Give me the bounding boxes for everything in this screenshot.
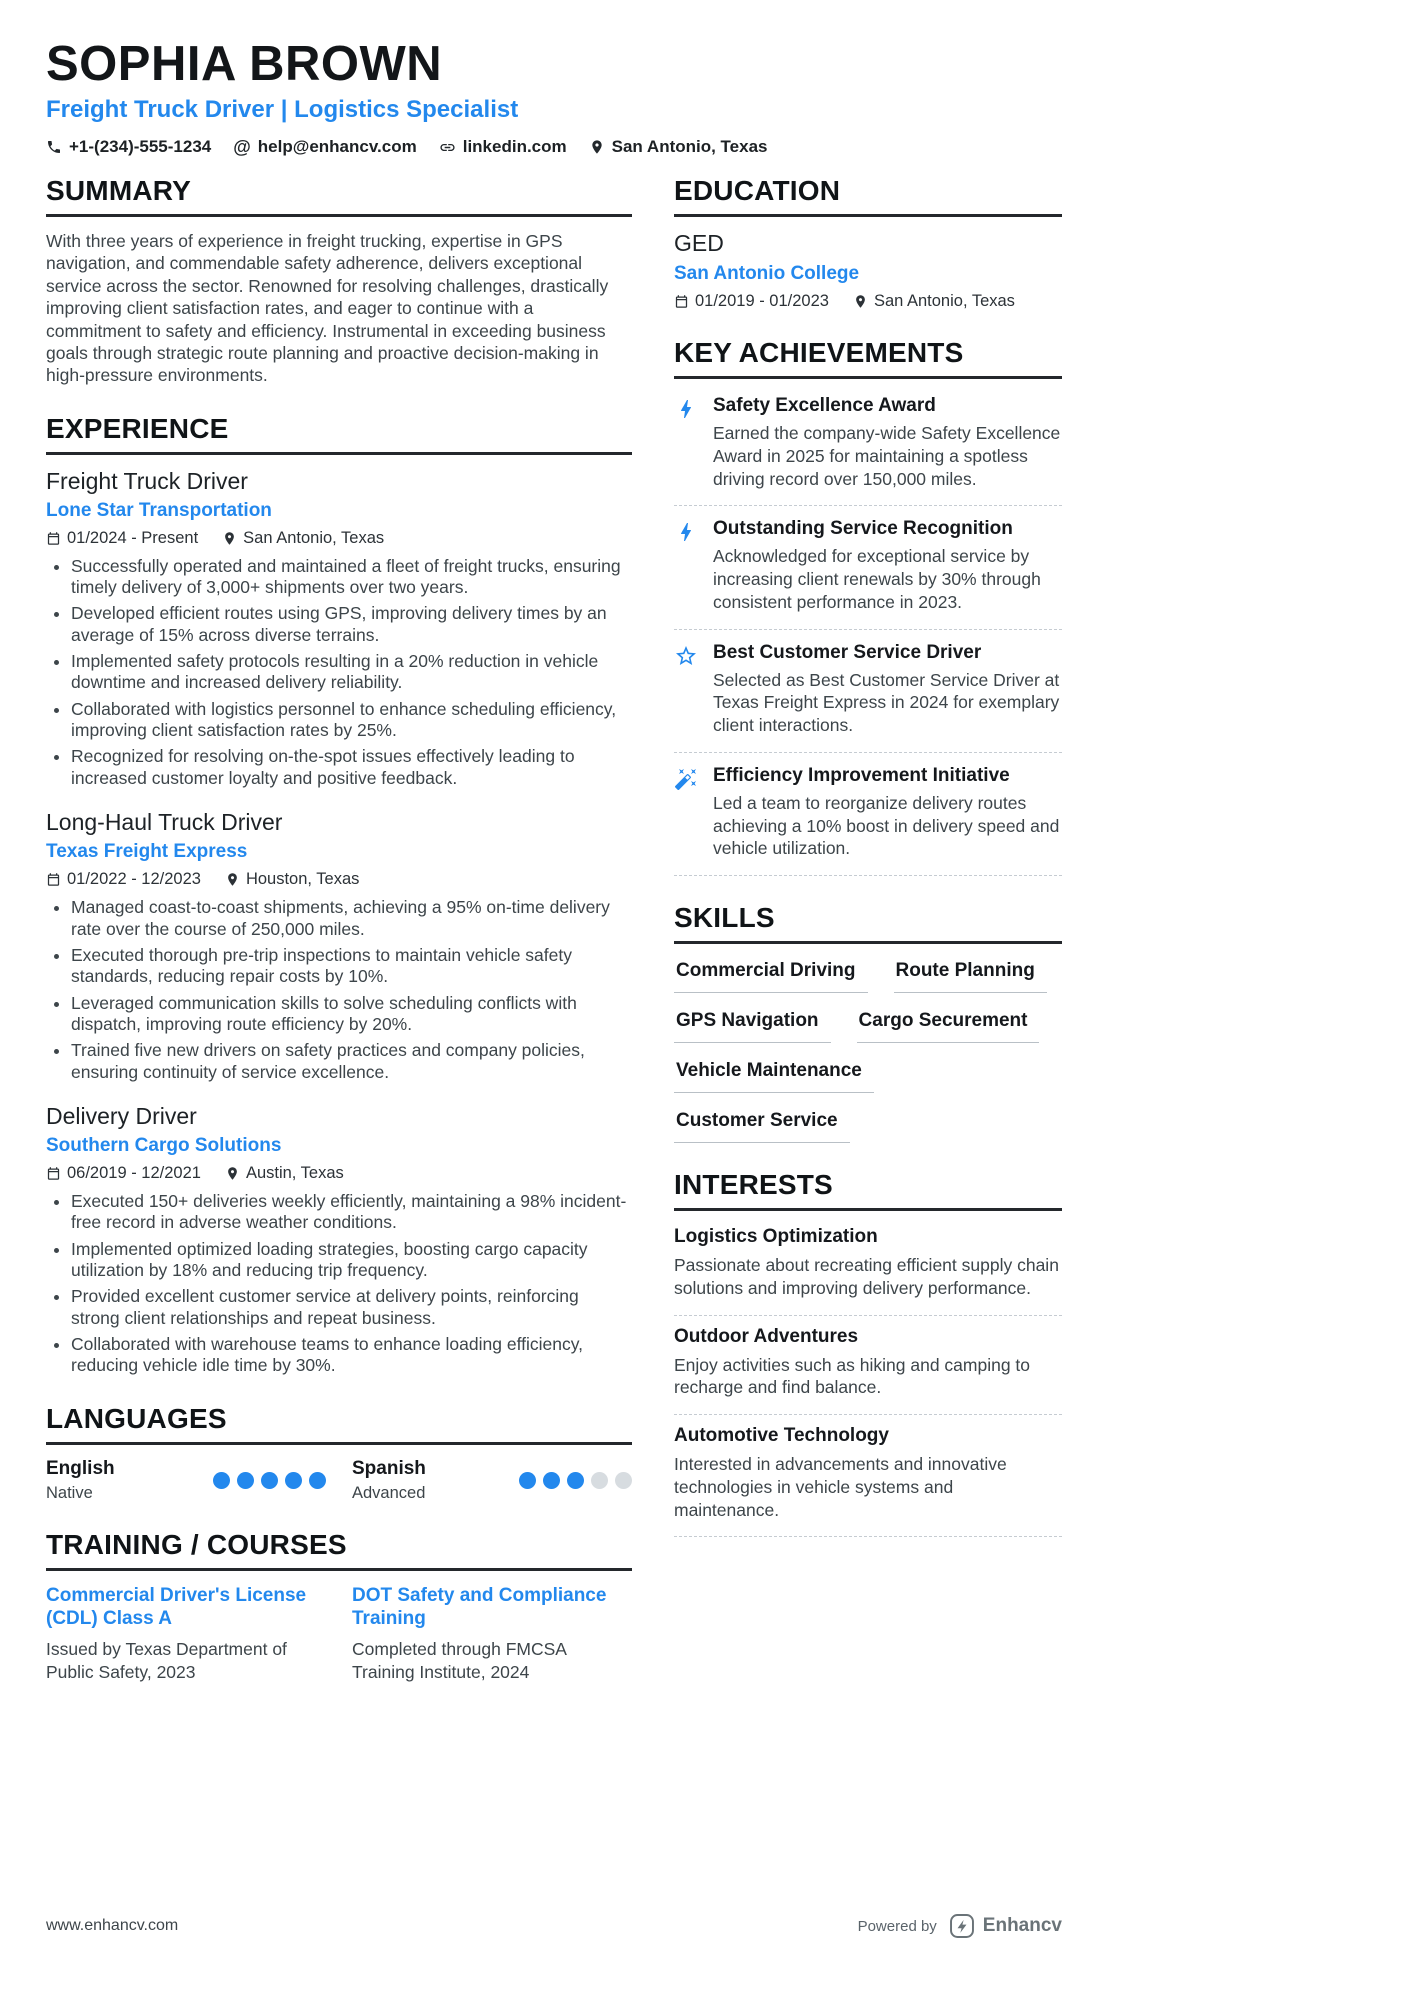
location-icon <box>225 872 240 887</box>
experience-entry <box>46 809 632 1083</box>
experience-section <box>46 413 632 1377</box>
location-icon <box>222 531 237 546</box>
achievement-description: Acknowledged for exceptional service by increasing client renewals by 30% through consistent performance in 2023. <box>713 546 1041 612</box>
calendar-icon <box>46 1166 61 1181</box>
skills-section <box>674 902 1062 1143</box>
resume-columns <box>46 175 1062 1709</box>
achievement-body <box>713 518 1062 613</box>
powered-by-label: Powered by <box>857 1917 937 1935</box>
achievement-title: Safety Excellence Award <box>713 395 936 416</box>
job-dates <box>46 529 198 548</box>
skill-tag: Route Planning <box>894 960 1047 993</box>
education-degree: GED <box>674 230 724 256</box>
job-meta-row <box>46 870 632 889</box>
job-bullet: • Implemented safety protocols resulting in a 20% reduction in vehicle downtime and increased delivery reliability. <box>71 651 632 694</box>
language-level-dot <box>591 1472 608 1489</box>
language-level-dot <box>237 1472 254 1489</box>
languages-grid <box>46 1458 632 1503</box>
language-item-spanish <box>352 1458 632 1503</box>
education-heading: EDUCATION <box>674 175 1062 217</box>
achievement-body <box>713 642 1062 737</box>
education-school: San Antonio College <box>674 263 860 284</box>
language-level-dot <box>261 1472 278 1489</box>
job-location-text: Houston, Texas <box>245 870 360 889</box>
person-headline: Freight Truck Driver | Logistics Specialist <box>46 96 519 123</box>
job-location-text: Austin, Texas <box>245 1163 344 1182</box>
job-bullet: • Collaborated with warehouse teams to enhance loading efficiency, reducing vehicle idle time by 30%. <box>71 1334 632 1377</box>
star-icon <box>674 644 698 668</box>
job-bullet: • Developed efficient routes using GPS, improving delivery times by an average of 15% across diverse terrains. <box>71 603 632 646</box>
enhancv-website-link[interactable]: www.enhancv.com <box>46 1917 179 1934</box>
key-achievements-heading: KEY ACHIEVEMENTS <box>674 337 1062 379</box>
person-name: SOPHIA BROWN <box>46 37 443 91</box>
achievement-description: Earned the company-wide Safety Excellence Award in 2025 for maintaining a spotless driving record over 150,000 miles. <box>713 423 1061 489</box>
language-level-dot <box>567 1472 584 1489</box>
job-bullet: • Collaborated with logistics personnel to enhance scheduling efficiency, improving client satisfaction rates by 25%. <box>71 699 632 742</box>
job-bullet: • Executed thorough pre-trip inspections to maintain vehicle safety standards, reducing repair costs by 10%. <box>71 945 632 988</box>
job-company: Lone Star Transportation <box>46 499 272 521</box>
interest-title: Logistics Optimization <box>674 1226 878 1247</box>
interest-entry <box>674 1316 1062 1416</box>
course-title: Commercial Driver's License (CDL) Class A <box>46 1584 307 1630</box>
interests-heading: INTERESTS <box>674 1169 1062 1211</box>
skill-tag: Customer Service <box>674 1110 850 1143</box>
language-level-dot <box>615 1472 632 1489</box>
achievement-body <box>713 765 1062 860</box>
page-footer <box>46 1913 1062 1939</box>
job-bullet: • Recognized for resolving on-the-spot issues effectively leading to increased customer loyalty and positive feedback. <box>71 746 632 789</box>
language-level-dot <box>309 1472 326 1489</box>
course-description: Completed through FMCSA Training Institute, 2024 <box>352 1639 566 1682</box>
contact-row <box>46 137 1062 157</box>
job-location-text: San Antonio, Texas <box>243 528 385 547</box>
job-title: Freight Truck Driver <box>46 467 248 494</box>
skill-tag: Commercial Driving <box>674 960 868 993</box>
course-description: Issued by Texas Department of Public Safety, 2023 <box>46 1639 287 1682</box>
course-entry <box>46 1584 326 1683</box>
enhancv-logo[interactable] <box>949 1913 1062 1939</box>
achievement-entry <box>674 506 1062 629</box>
job-location <box>225 1164 344 1183</box>
job-bullet: • Successfully operated and maintained a fleet of freight trucks, ensuring timely delivery of 3,000+ shipments over two years. <box>71 556 632 599</box>
language-level-dot <box>213 1472 230 1489</box>
language-level-dot <box>543 1472 560 1489</box>
summary-text: With three years of experience in freight trucking, expertise in GPS navigation, and commendable safety adherence, delivers exceptional service across the sector. Renowned for resolving challenges, drastically improving client satisfaction rates, and eager to continue with a commitment to safety and efficiency. Instrumental in exceeding business goals through strategic route planning and proactive decision-making in high-pressure environments. <box>46 231 609 386</box>
achievement-description: Led a team to reorganize delivery routes achieving a 10% boost in delivery speed and vehicle utilization. <box>713 792 1060 859</box>
calendar-icon <box>46 531 61 546</box>
contact-email-text: help@enhancv.com <box>257 137 417 156</box>
location-icon <box>589 139 605 155</box>
calendar-icon <box>674 294 689 309</box>
achievement-body <box>713 395 1062 490</box>
job-location <box>222 529 384 548</box>
interest-description: Enjoy activities such as hiking and camping to recharge and find balance. <box>674 1354 1031 1398</box>
language-level: Advanced <box>352 1483 426 1502</box>
skills-heading: SKILLS <box>674 902 1062 944</box>
language-text <box>352 1458 426 1503</box>
language-name: Spanish <box>352 1457 426 1479</box>
achievement-entry <box>674 753 1062 876</box>
job-bullet-list <box>46 1191 632 1377</box>
education-section <box>674 175 1062 311</box>
job-dates-text: 01/2022 - 12/2023 <box>67 870 201 889</box>
contact-location-text: San Antonio, Texas <box>611 137 768 156</box>
job-dates-text: 06/2019 - 12/2021 <box>67 1163 201 1182</box>
key-achievements-section <box>674 337 1062 876</box>
language-text <box>46 1458 115 1503</box>
training-heading: TRAINING / COURSES <box>46 1529 632 1571</box>
skill-tag: Vehicle Maintenance <box>674 1060 874 1093</box>
achievement-description: Selected as Best Customer Service Driver at Texas Freight Express in 2024 for exemplary client interactions. <box>713 669 1060 735</box>
achievement-entry <box>674 392 1062 506</box>
location-icon <box>225 1166 240 1181</box>
language-level: Native <box>46 1483 93 1502</box>
link-icon <box>439 139 456 156</box>
training-section <box>46 1529 632 1683</box>
language-dots <box>519 1472 632 1489</box>
job-bullet: • Leveraged communication skills to solve scheduling conflicts with dispatch, improving route efficiency by 20%. <box>71 993 632 1036</box>
summary-section <box>46 175 632 387</box>
magic-wand-icon <box>674 767 698 791</box>
education-location <box>853 292 1015 311</box>
courses-grid <box>46 1584 632 1683</box>
job-bullet-list <box>46 556 632 789</box>
job-dates <box>46 1164 201 1183</box>
email-icon: @ <box>233 137 251 157</box>
achievement-title: Outstanding Service Recognition <box>713 518 1013 540</box>
contact-email[interactable] <box>233 137 416 157</box>
lightning-icon <box>674 397 698 421</box>
interests-section <box>674 1169 1062 1537</box>
job-title: Delivery Driver <box>46 1102 197 1129</box>
location-icon <box>853 294 868 309</box>
skills-list <box>674 957 1062 1143</box>
languages-heading: LANGUAGES <box>46 1403 632 1445</box>
skill-tag: Cargo Securement <box>857 1010 1040 1043</box>
contact-location <box>589 137 768 157</box>
achievement-title: Best Customer Service Driver <box>713 641 982 663</box>
interest-entry <box>674 1415 1062 1537</box>
education-meta-row <box>674 292 1062 311</box>
achievement-title: Efficiency Improvement Initiative <box>713 764 1010 786</box>
enhancv-brand-name: Enhancv <box>982 1915 1062 1936</box>
interest-title: Automotive Technology <box>674 1425 889 1446</box>
job-bullet: • Implemented optimized loading strategies, boosting cargo capacity utilization by 18% and reducing trip frequency. <box>71 1239 632 1282</box>
contact-phone[interactable] <box>46 137 211 157</box>
language-dots <box>213 1472 326 1489</box>
job-bullet: • Trained five new drivers on safety practices and company policies, ensuring continuity of service excellence. <box>71 1040 632 1083</box>
education-dates <box>674 292 829 311</box>
job-location <box>225 870 359 889</box>
job-bullet: • Executed 150+ deliveries weekly efficiently, maintaining a 98% incident-free record in adverse weather conditions. <box>71 1191 632 1234</box>
phone-icon <box>46 139 62 155</box>
job-title: Long-Haul Truck Driver <box>46 809 283 836</box>
job-bullet: • Provided excellent customer service at delivery points, reinforcing strong client relationships and repeat business. <box>71 1286 632 1329</box>
job-dates-text: 01/2024 - Present <box>67 528 199 547</box>
job-bullet-list <box>46 897 632 1083</box>
contact-linkedin-text: linkedin.com <box>462 137 567 156</box>
job-dates <box>46 870 201 889</box>
right-column <box>674 175 1062 1709</box>
skill-tag: GPS Navigation <box>674 1010 831 1043</box>
job-meta-row <box>46 529 632 548</box>
experience-entry <box>46 1103 632 1377</box>
education-dates-text: 01/2019 - 01/2023 <box>695 292 829 310</box>
resume-header <box>46 37 1062 157</box>
resume-content <box>46 37 1062 1709</box>
enhancv-bolt-icon <box>949 1913 975 1939</box>
interest-entry <box>674 1224 1062 1316</box>
languages-section <box>46 1403 632 1503</box>
course-title: DOT Safety and Compliance Training <box>352 1584 607 1630</box>
contact-linkedin[interactable] <box>439 137 567 157</box>
experience-entry <box>46 468 632 789</box>
education-location-text: San Antonio, Texas <box>873 292 1015 310</box>
contact-phone-text: +1-(234)-555-1234 <box>69 137 212 156</box>
language-level-dot <box>519 1472 536 1489</box>
summary-heading: SUMMARY <box>46 175 632 217</box>
experience-heading: EXPERIENCE <box>46 413 632 455</box>
interest-description: Interested in advancements and innovative technologies in vehicle systems and maintenance. <box>674 1454 1007 1520</box>
job-company: Texas Freight Express <box>46 841 248 863</box>
job-bullet: • Managed coast-to-coast shipments, achieving a 95% on-time delivery rate over the course of 250,000 miles. <box>71 897 632 940</box>
language-item-english <box>46 1458 326 1503</box>
job-meta-row <box>46 1164 632 1183</box>
achievement-entry <box>674 630 1062 753</box>
interest-description: Passionate about recreating efficient supply chain solutions and improving delivery performance. <box>674 1255 1059 1298</box>
language-name: English <box>46 1457 115 1479</box>
powered-by-block <box>858 1913 1062 1939</box>
calendar-icon <box>46 872 61 887</box>
left-column <box>46 175 632 1709</box>
language-level-dot <box>285 1472 302 1489</box>
course-entry <box>352 1584 632 1683</box>
job-company: Southern Cargo Solutions <box>46 1134 282 1156</box>
lightning-icon <box>674 520 698 544</box>
interest-title: Outdoor Adventures <box>674 1325 859 1347</box>
